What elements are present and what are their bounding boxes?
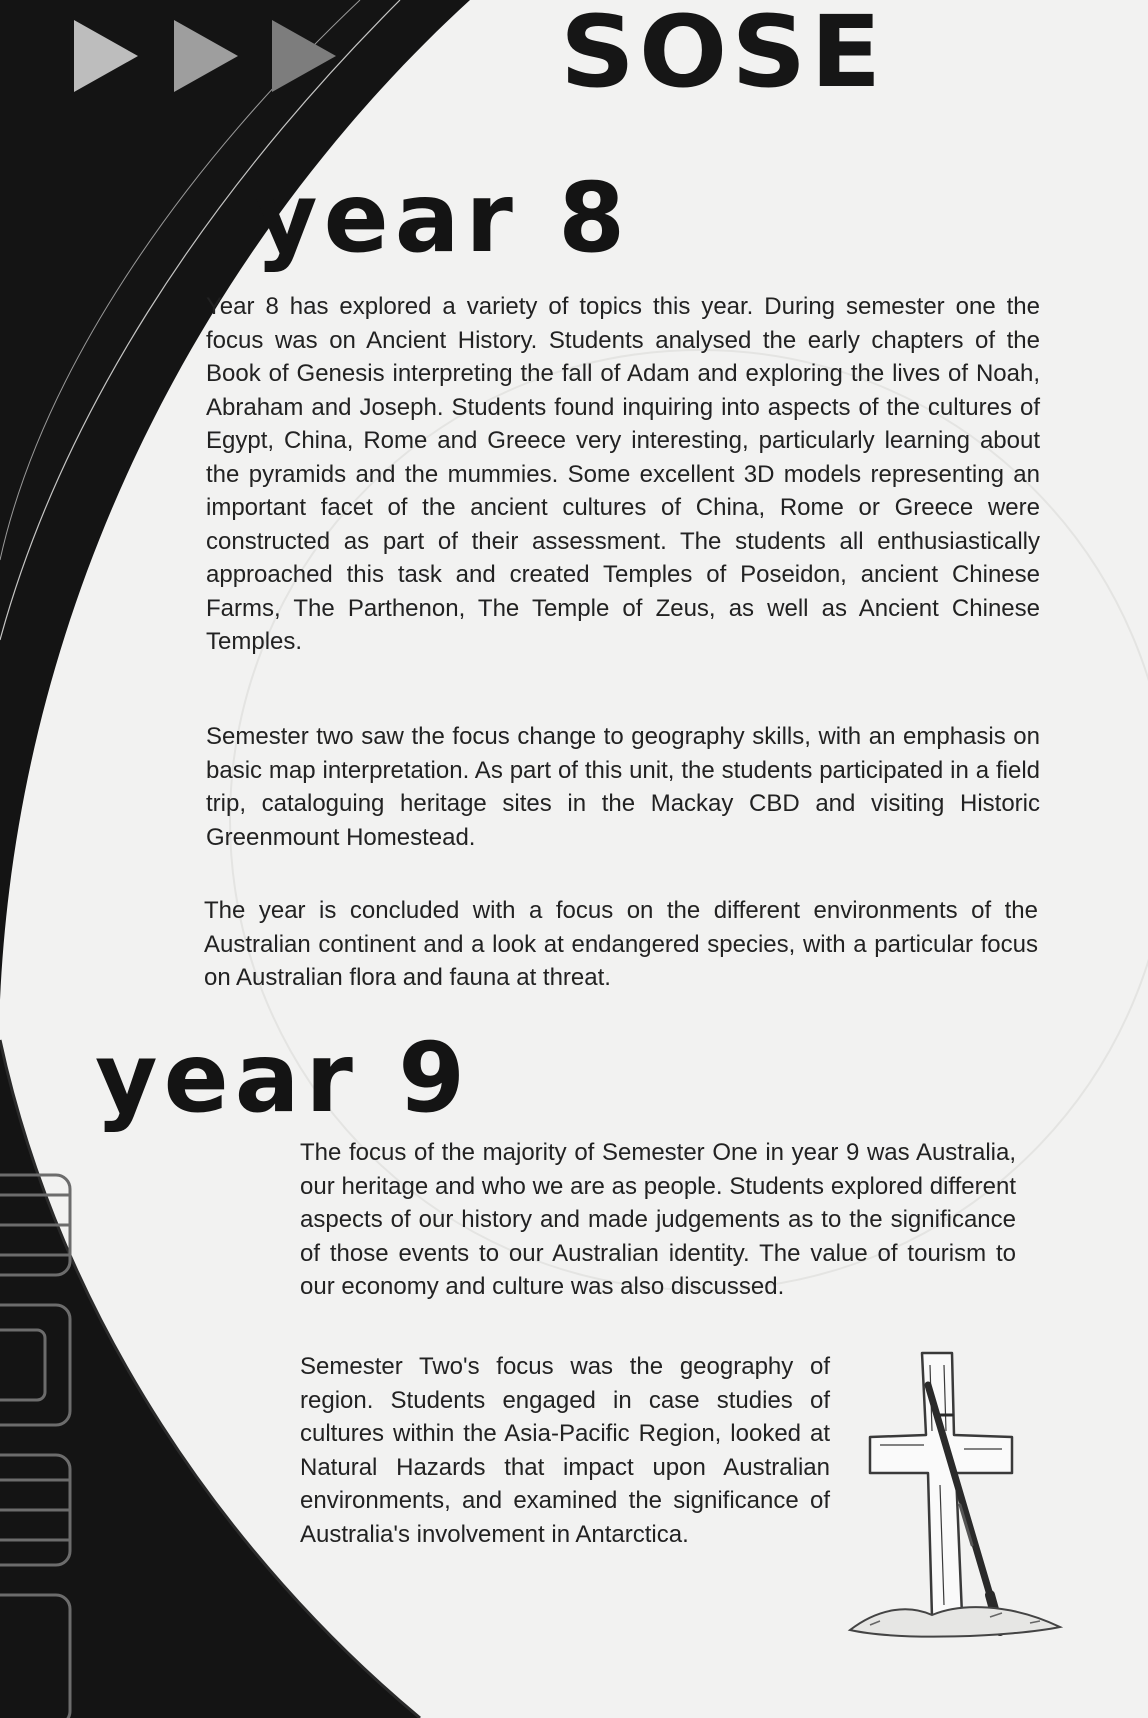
year8-paragraph: Semester two saw the focus change to geography skills, with an emphasis on basic map interpretation. As part of this unit, the students participated in a field trip, cataloguing heritage sites in the Mackay CBD and visiting Historic Greenmount Homestead. — [206, 723, 1040, 851]
year8-paragraph: The year is concluded with a focus on the different environments of the Australian continent and a look at endangered species, with a particular focus on Australian flora and fauna at threat. — [204, 897, 1038, 991]
year9-heading: year 9 — [95, 1022, 472, 1134]
year9-paragraph: Semester Two's focus was the geography of region. Students engaged in case studies of cultures within the Asia-Pacific Region, looked at Natural Hazards that impact upon Australian environments, and examined the significance of Australia's involvement in Antarctica. — [300, 1353, 830, 1548]
year8-paragraph: Year 8 has explored a variety of topics this year. During semester one the focus was on Ancient History. Students analysed the early chapters of the Book of Genesis interpreting the fall of Adam and exploring the lives of Noah, Abraham and Joseph. Students found inquiring into aspects of the cultures of Egypt, China, Rome and Greece very interesting, particularly learning about the pyramids and the mummies. Some excellent 3D models representing an important facet of the ancient cultures of China, Rome or Greece were constructed as part of their assessment. The students all enthusiastically approached this task and created Temples of Poseidon, ancient Chinese Farms, The Parthenon, The Temple of Zeus, as well as Ancient Chinese Temples. — [206, 293, 1040, 655]
year8-heading: year 8 — [255, 162, 632, 274]
year9-paragraph: The focus of the majority of Semester One in year 9 was Australia, our heritage and who we are as people. Students explored different aspects of our history and made judgements as to the significance of those events to our Australian identity. The value of tourism to our economy and culture was also discussed. — [300, 1139, 1016, 1300]
memorial-cross-rifle-icon — [840, 1345, 1080, 1645]
masthead-title: SOSE — [560, 0, 886, 110]
